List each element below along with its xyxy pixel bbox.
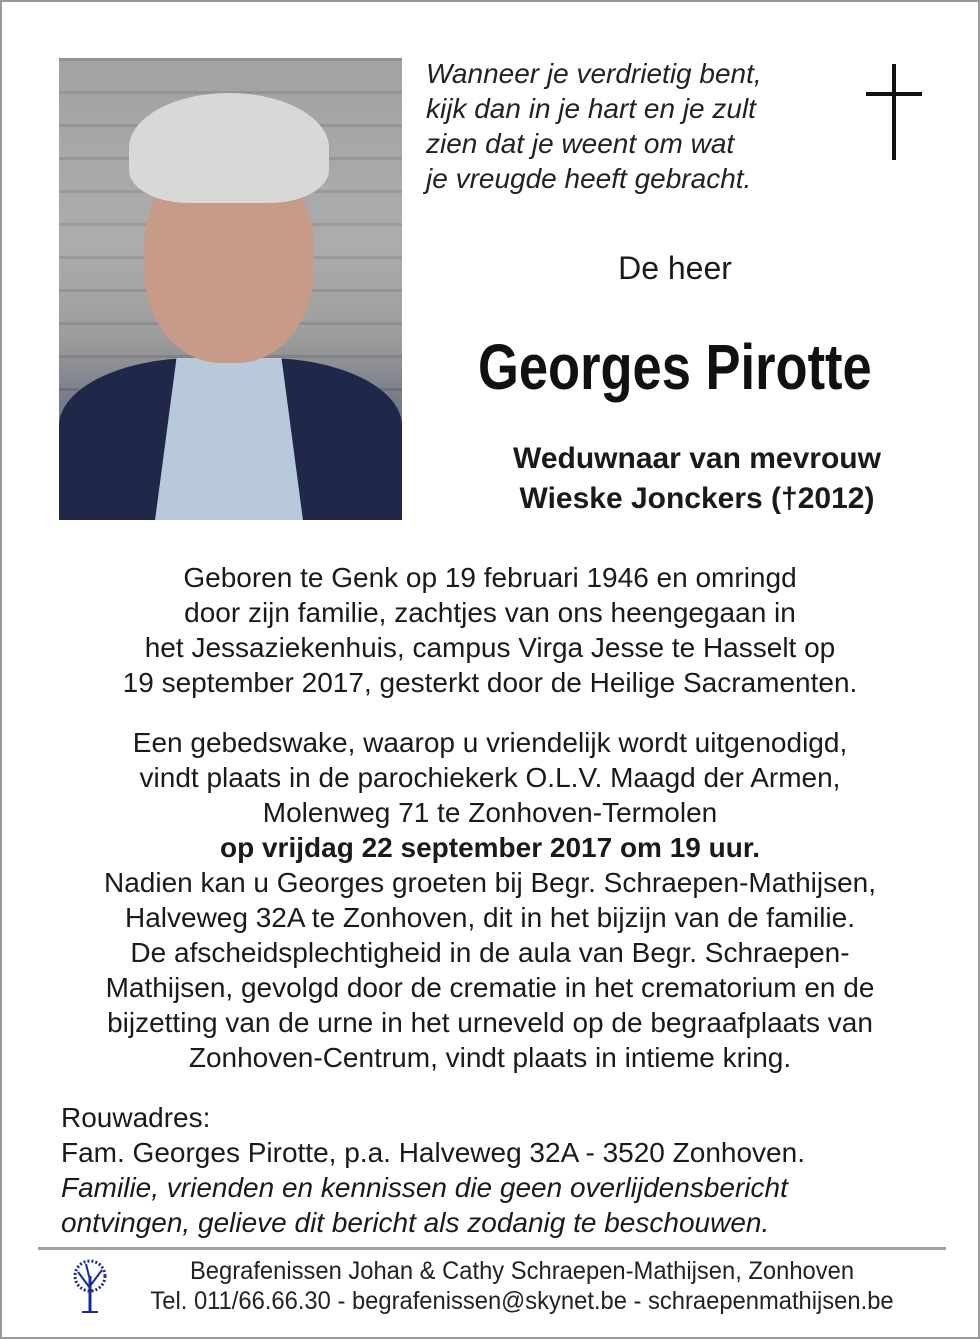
quote-line: Wanneer je verdrietig bent, (426, 58, 762, 89)
wake-date: op vrijdag 22 september 2017 om 19 uur. (220, 832, 760, 863)
honorific: De heer (618, 250, 732, 286)
text-line: Nadien kan u Georges groeten bij Begr. Schraepen-Mathijsen, (103, 867, 877, 898)
text-line: Halveweg 32A te Zonhoven, dit in het bijzijn van de familie. (125, 902, 855, 933)
text-line: De afscheidsplechtigheid in de aula van Begr. Schraepen- (130, 937, 850, 968)
deceased-name: Georges Pirotte (478, 331, 872, 403)
text-line: Zonhoven-Centrum, vindt plaats in intieme kring. (188, 1042, 792, 1073)
widow-line: Weduwnaar van mevrouw (513, 442, 881, 475)
funeral-home-name: Begrafenissen Johan & Cathy Schraepen-Mathijsen, Zonhoven (189, 1257, 855, 1285)
address-text: Fam. Georges Pirotte, p.a. Halveweg 32A - 3520 Zonhoven. (61, 1137, 805, 1168)
notice-line: ontvingen, gelieve dit bericht als zodanig te beschouwen. (61, 1207, 770, 1238)
text-line: Geboren te Genk op 19 februari 1946 en omringd (183, 562, 797, 593)
quote-line: kijk dan in je hart en je zult (426, 93, 756, 124)
text-line: Molenweg 71 te Zonhoven-Termolen (262, 797, 718, 828)
quote-line: je vreugde heeft gebracht. (426, 163, 752, 194)
widow-line: Wieske Jonckers (†2012) (519, 482, 875, 515)
portrait-photo (59, 58, 402, 520)
text-line: bijzetting van de urne in het urneveld op de begraafplaats van (107, 1007, 873, 1038)
tree-logo-icon (66, 1258, 114, 1314)
text-line: Mathijsen, gevolgd door de crematie in het crematorium en de (105, 972, 875, 1003)
notice-line: Familie, vrienden en kennissen die geen overlijdensbericht (61, 1172, 788, 1203)
funeral-home-contact: Tel. 011/66.66.30 - begrafenissen@skynet.be - schraepenmathijsen.be (150, 1287, 894, 1315)
text-line: 19 september 2017, gesterkt door de Heilige Sacramenten. (122, 667, 858, 698)
cross-icon (866, 64, 922, 160)
text-line: door zijn familie, zachtjes van ons heengegaan in (184, 597, 796, 628)
birth-death-paragraph (22, 560, 958, 700)
quote (426, 56, 762, 196)
address-label: Rouwadres: (61, 1102, 211, 1133)
text-line: Een gebedswake, waarop u vriendelijk wordt uitgenodigd, (132, 727, 848, 758)
text-line: vindt plaats in de parochiekerk O.L.V. Maagd der Armen, (139, 762, 841, 793)
divider (38, 1247, 946, 1250)
widower-of (402, 439, 980, 519)
mourning-address (61, 1100, 805, 1240)
quote-line: zien dat je weent om wat (426, 128, 735, 159)
ceremony-paragraph (22, 725, 958, 1075)
funeral-home-footer (123, 1256, 921, 1316)
text-line: het Jessaziekenhuis, campus Virga Jesse te Hasselt op (144, 632, 836, 663)
